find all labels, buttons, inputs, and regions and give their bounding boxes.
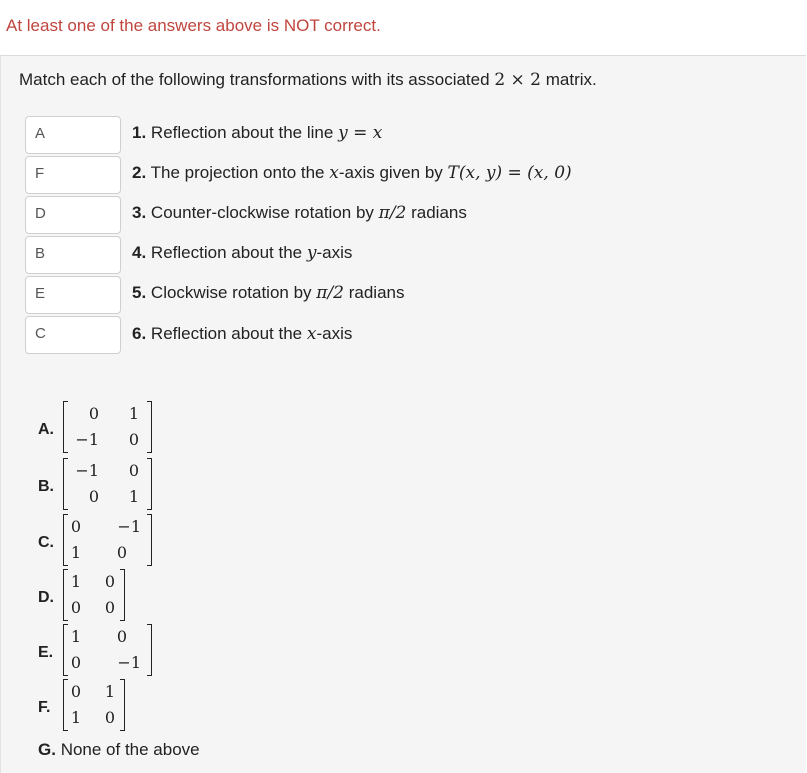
question-panel	[0, 55, 806, 773]
matrix-c	[63, 514, 153, 566]
choice-label-f: F.	[38, 699, 51, 716]
matrix-a-cell: 0	[128, 430, 139, 449]
statement-5: 5. Clockwise rotation by π/2 radians	[132, 283, 405, 303]
matrix-e-cell: 0	[70, 653, 81, 672]
error-message: At least one of the answers above is NOT correct.	[6, 16, 381, 35]
matrix-d-cell: 0	[70, 598, 81, 617]
answer-input-4[interactable]: B	[25, 236, 121, 274]
matrix-f-cell: 1	[70, 708, 81, 727]
matrix-f-cell: 0	[104, 708, 115, 727]
matrix-e-cell: 0	[116, 627, 127, 646]
statement-2: 2. The projection onto the x-axis given by T(x, y) = (x, 0)	[132, 163, 572, 183]
matrix-f	[63, 679, 127, 731]
statement-4: 4. Reflection about the y-axis	[132, 243, 353, 263]
matrix-c-cell: 1	[70, 543, 81, 562]
matrix-a-cell: −1	[75, 430, 99, 449]
matrix-b-cell: 0	[128, 461, 139, 480]
matrix-d-cell: 0	[104, 598, 115, 617]
matrix-f-cell: 1	[104, 682, 115, 701]
matrix-c-cell: 0	[116, 543, 127, 562]
matrix-e-cell: 1	[70, 627, 81, 646]
choice-label-a: A.	[38, 421, 54, 438]
matrix-e-cell: −1	[117, 653, 141, 672]
matrix-c-cell: −1	[117, 517, 141, 536]
choice-label-c: C.	[38, 534, 54, 551]
matrix-b-cell: 0	[88, 487, 99, 506]
matrix-b	[63, 458, 153, 510]
matrix-d-cell: 1	[70, 572, 81, 591]
matrix-d	[63, 569, 125, 621]
statement-6: 6. Reflection about the x-axis	[132, 324, 353, 344]
answer-input-6[interactable]: C	[25, 316, 121, 354]
statement-1: 1. Reflection about the line y = x	[132, 123, 383, 143]
matrix-b-cell: 1	[128, 487, 139, 506]
choice-none: G. None of the above	[38, 740, 200, 759]
matrix-d-cell: 0	[104, 572, 115, 591]
matrix-c-cell: 0	[70, 517, 81, 536]
statement-3: 3. Counter-clockwise rotation by π/2 radians	[132, 203, 467, 223]
matrix-f-cell: 0	[70, 682, 81, 701]
choice-label-d: D.	[38, 589, 54, 606]
question-prompt: Match each of the following transformations with its associated 2 × 2 matrix.	[19, 70, 597, 90]
matrix-a	[63, 401, 153, 453]
answer-input-1[interactable]: A	[25, 116, 121, 154]
answer-input-5[interactable]: E	[25, 276, 121, 314]
matrix-e	[63, 624, 153, 676]
matrix-b-cell: −1	[75, 461, 99, 480]
answer-input-2[interactable]: F	[25, 156, 121, 194]
matrix-a-cell: 1	[128, 404, 139, 423]
matrix-a-cell: 0	[88, 404, 99, 423]
choice-label-b: B.	[38, 478, 54, 495]
answer-input-3[interactable]: D	[25, 196, 121, 234]
choice-label-e: E.	[38, 644, 54, 661]
